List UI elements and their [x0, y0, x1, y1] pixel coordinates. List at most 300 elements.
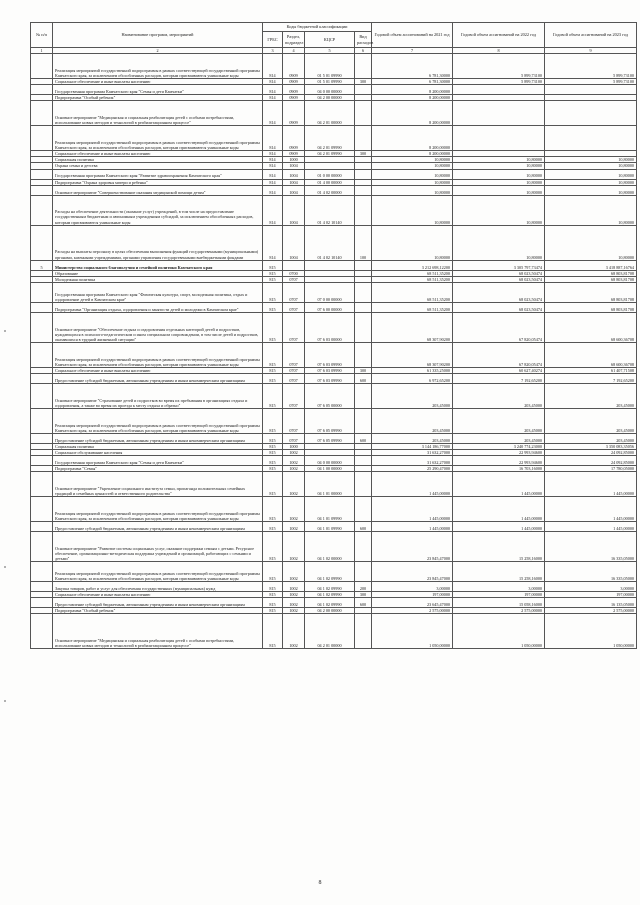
row-amount-2021: 203,45000: [372, 433, 453, 443]
row-name: Образование: [53, 270, 263, 276]
row-amount-2022: 3 305 797,73474: [453, 260, 545, 270]
row-amount-2022: 68 023,50474: [453, 282, 545, 302]
row-amount-2021: 1 445,00000: [372, 472, 453, 497]
row-vr: 300: [355, 79, 372, 85]
row-grbs: 814: [263, 95, 283, 101]
row-amount-2022: 67 820,05474: [453, 312, 545, 342]
row-name: Реализация мероприятий государственной подпрограммы в рамках соответствующей государственной программы Камчатского края, за исключением обособленных расходов, которым присваиваются уникальные коды: [53, 408, 263, 433]
row-name: Социальное обеспечение и иные выплаты населению: [53, 151, 263, 157]
row-section: 1002: [283, 614, 305, 649]
row-section: [283, 260, 305, 270]
row-amount-2022: 68 023,50474: [453, 302, 545, 312]
row-amount-2023: 68 803,81708: [545, 282, 637, 302]
row-ksr: 04 1 02 09990: [305, 562, 355, 582]
row-amount-2023: 24 092,85000: [545, 456, 637, 466]
row-number: [31, 522, 53, 532]
row-number: [31, 312, 53, 342]
row-vr: 600: [355, 433, 372, 443]
row-name: Предоставление субсидий бюджетным, автономным учреждениям и иным некоммерческим организациям: [53, 373, 263, 383]
row-ksr: 04 1 01 00000: [305, 472, 355, 497]
row-name: Подпрограмма "Особый ребенок": [53, 608, 263, 614]
header-no: № п/п: [31, 23, 53, 48]
row-name: Социальное обеспечение и иные выплаты населению: [53, 592, 263, 598]
row-section: 1002: [283, 450, 305, 456]
row-section: 1002: [283, 532, 305, 562]
header-name: Наименование программ, мероприятий: [53, 23, 263, 48]
row-amount-2022: 68 023,50474: [453, 270, 545, 276]
row-ksr: 04 2 01 00000: [305, 101, 355, 126]
row-amount-2023: 68 803,81708: [545, 302, 637, 312]
row-amount-2021: 8 200,00000: [372, 126, 453, 151]
row-vr: [355, 85, 372, 95]
row-amount-2021: 10,80000: [372, 163, 453, 169]
row-grbs: 814: [263, 101, 283, 126]
row-section: 0909: [283, 54, 305, 79]
row-section: 0707: [283, 282, 305, 302]
row-grbs: 815: [263, 282, 283, 302]
table-row: [31, 408, 637, 433]
row-amount-2022: 5 899,73100: [453, 79, 545, 85]
row-amount-2021: 8 200,00000: [372, 151, 453, 157]
row-grbs: 814: [263, 79, 283, 85]
row-section: 1002: [283, 522, 305, 532]
row-amount-2023: 5 899,73100: [545, 54, 637, 79]
row-amount-2022: 2 575,00000: [453, 608, 545, 614]
row-section: 0707: [283, 302, 305, 312]
row-section: 1002: [283, 497, 305, 522]
row-amount-2022: 1 445,00000: [453, 497, 545, 522]
row-grbs: 815: [263, 582, 283, 592]
row-name: Государственная программа Камчатского края "Семья и дети Камчатки": [53, 456, 263, 466]
row-amount-2023: 1 445,00000: [545, 497, 637, 522]
row-name: Подпрограмма "Семья": [53, 466, 263, 472]
row-grbs: 815: [263, 433, 283, 443]
row-grbs: 815: [263, 276, 283, 282]
row-grbs: 814: [263, 185, 283, 195]
row-amount-2023: 61 407,71508: [545, 367, 637, 373]
row-amount-2022: 22 993,94600: [453, 450, 545, 456]
row-grbs: 815: [263, 598, 283, 608]
row-section: 0700: [283, 270, 305, 276]
row-amount-2021: 8 200,00000: [372, 101, 453, 126]
row-amount-2021: 68 511,35200: [372, 270, 453, 276]
row-name: Социальное обслуживание населения: [53, 450, 263, 456]
row-amount-2023: 16 335,05000: [545, 562, 637, 582]
row-number: [31, 342, 53, 367]
row-amount-2022: [453, 126, 545, 151]
row-amount-2022: 203,45000: [453, 433, 545, 443]
row-grbs: 814: [263, 169, 283, 179]
row-name: Предоставление субсидий бюджетным, автономным учреждениям и иным некоммерческим организациям: [53, 598, 263, 608]
row-ksr: 07 6 05 09990: [305, 408, 355, 433]
row-amount-2021: 3 212 698,12200: [372, 260, 453, 270]
row-amount-2021: 6 972,65200: [372, 373, 453, 383]
row-ksr: 04 1 01 09990: [305, 497, 355, 522]
row-section: 1002: [283, 466, 305, 472]
row-amount-2021: 68 307,90200: [372, 312, 453, 342]
row-name: Подпрограмма "Особый ребенок": [53, 95, 263, 101]
table-row: [31, 562, 637, 582]
row-number: [31, 225, 53, 260]
row-name: Расходы на обеспечение деятельности (оказание услуг) учреждений, в том числе на предоставление государственным бюджетным и автономным учреждениям субсидий, за исключением обособленных расходов, которым присваиваются уникальные коды: [53, 195, 263, 225]
budget-allocation-table: [30, 22, 637, 649]
row-ksr: 04 0 00 00000: [305, 85, 355, 95]
row-grbs: 814: [263, 151, 283, 157]
row-amount-2023: 68 600,36708: [545, 312, 637, 342]
row-section: 0707: [283, 373, 305, 383]
table-row: [31, 185, 637, 195]
row-grbs: 814: [263, 157, 283, 163]
row-amount-2022: 197,00000: [453, 592, 545, 598]
row-grbs: 815: [263, 342, 283, 367]
row-number: [31, 433, 53, 443]
row-name: Реализация мероприятий государственной подпрограммы в рамках соответствующей государственной программы Камчатского края, за исключением обособленных расходов, которым присваиваются уникальные коды: [53, 126, 263, 151]
row-section: 1004: [283, 163, 305, 169]
row-amount-2021: 10,80000: [372, 185, 453, 195]
header-vr: Вид расходов: [355, 32, 372, 48]
row-vr: [355, 54, 372, 79]
row-grbs: 815: [263, 562, 283, 582]
row-section: 0707: [283, 367, 305, 373]
row-number: [31, 85, 53, 95]
row-amount-2021: 1 050,00000: [372, 614, 453, 649]
row-grbs: 815: [263, 408, 283, 433]
row-amount-2021: 68 307,90200: [372, 342, 453, 367]
row-name: Государственная программа Камчатского края "Семья и дети Камчатки": [53, 85, 263, 95]
row-amount-2023: 24 092,85000: [545, 450, 637, 456]
row-grbs: 815: [263, 472, 283, 497]
header-2022: Годовой объем ассигнований на 2022 год: [453, 23, 545, 48]
row-amount-2021: 1 445,00000: [372, 497, 453, 522]
row-amount-2021: 2 575,00000: [372, 608, 453, 614]
column-number: 4: [283, 48, 305, 54]
row-amount-2021: 31 632,27000: [372, 456, 453, 466]
row-section: 1002: [283, 598, 305, 608]
row-ksr: 04 1 02 09990: [305, 592, 355, 598]
row-amount-2023: 1 445,00000: [545, 522, 637, 532]
row-vr: 600: [355, 598, 372, 608]
row-amount-2022: 10,80000: [453, 185, 545, 195]
row-amount-2023: [545, 85, 637, 95]
row-grbs: 814: [263, 179, 283, 185]
row-amount-2022: 5 899,73100: [453, 54, 545, 79]
row-grbs: 815: [263, 260, 283, 270]
row-amount-2023: 68 803,81708: [545, 270, 637, 276]
row-ksr: 04 2 01 09990: [305, 151, 355, 157]
row-vr: [355, 497, 372, 522]
row-grbs: 815: [263, 592, 283, 598]
row-number: [31, 101, 53, 126]
table-row: [31, 614, 637, 649]
column-number: 3: [263, 48, 283, 54]
row-amount-2023: 16 135,05000: [545, 598, 637, 608]
row-number: [31, 456, 53, 466]
row-grbs: 815: [263, 608, 283, 614]
table-row: [31, 85, 637, 95]
row-section: 0707: [283, 433, 305, 443]
page-number: 8: [318, 880, 322, 886]
table-row: [31, 472, 637, 497]
column-number: 7: [372, 48, 453, 54]
row-vr: 300: [355, 592, 372, 598]
row-amount-2022: 10,80000: [453, 163, 545, 169]
row-amount-2022: 10,80000: [453, 157, 545, 163]
row-grbs: 815: [263, 522, 283, 532]
column-number: 6: [355, 48, 372, 54]
row-amount-2023: 203,45000: [545, 433, 637, 443]
row-name: Реализация мероприятий государственной подпрограммы в рамках соответствующей государственной программы Камчатского края, за исключением обособленных расходов, которым присваиваются уникальные коды: [53, 562, 263, 582]
row-vr: [355, 383, 372, 408]
row-amount-2021: 23 845,47000: [372, 532, 453, 562]
table-row: [31, 433, 637, 443]
row-name: Государственная программа Камчатского края "Физическая культура, спорт, молодежная политика, отдых и оздоровление детей в Камчатском крае": [53, 282, 263, 302]
row-amount-2023: 10,80000: [545, 157, 637, 163]
row-number: [31, 497, 53, 522]
row-vr: [355, 532, 372, 562]
row-section: 1004: [283, 179, 305, 185]
row-section: 1000: [283, 443, 305, 449]
table-row: [31, 126, 637, 151]
row-name: Социальное обеспечение и иные выплаты населению: [53, 79, 263, 85]
row-ksr: 04 1 02 00000: [305, 532, 355, 562]
row-amount-2022: 15 258,16000: [453, 532, 545, 562]
row-grbs: 815: [263, 532, 283, 562]
row-amount-2022: [453, 101, 545, 126]
row-vr: 300: [355, 151, 372, 157]
row-amount-2021: 6 781,30000: [372, 79, 453, 85]
row-ksr: 04 1 02 09990: [305, 582, 355, 592]
row-ksr: 07 0 00 00000: [305, 282, 355, 302]
row-grbs: 814: [263, 85, 283, 95]
row-name: Основное мероприятие "Медицинская и социальная реабилитация детей с особыми потребностями, использование новых методов и технологий в реабилитационном процессе": [53, 614, 263, 649]
scan-mark: [4, 700, 6, 702]
row-number: [31, 54, 53, 79]
row-grbs: 815: [263, 383, 283, 408]
row-amount-2021: 1 445,00000: [372, 522, 453, 532]
row-amount-2023: 10,80000: [545, 163, 637, 169]
row-amount-2023: 203,45000: [545, 383, 637, 408]
row-vr: [355, 101, 372, 126]
row-section: 0909: [283, 101, 305, 126]
row-section: 0707: [283, 408, 305, 433]
row-number: [31, 582, 53, 592]
row-name: Предоставление субсидий бюджетным, автономным учреждениям и иным некоммерческим организациям: [53, 522, 263, 532]
row-section: 0707: [283, 276, 305, 282]
row-vr: [355, 472, 372, 497]
row-amount-2023: 3,00000: [545, 582, 637, 592]
row-amount-2022: 3,00000: [453, 582, 545, 592]
row-number: [31, 282, 53, 302]
row-vr: 600: [355, 522, 372, 532]
scan-mark: [4, 566, 6, 568]
row-section: 1004: [283, 169, 305, 179]
row-amount-2023: 10,80000: [545, 185, 637, 195]
row-grbs: 814: [263, 225, 283, 260]
row-grbs: 814: [263, 126, 283, 151]
row-amount-2022: 203,45000: [453, 408, 545, 433]
row-amount-2021: 8 200,00000: [372, 95, 453, 101]
row-amount-2022: 7 192,65200: [453, 373, 545, 383]
row-vr: 600: [355, 373, 372, 383]
row-ksr: 07 6 05 00000: [305, 383, 355, 408]
row-amount-2022: 10,80000: [453, 169, 545, 179]
row-ksr: 07 6 03 09990: [305, 373, 355, 383]
row-amount-2023: 10,80000: [545, 195, 637, 225]
header-grbs: ГРБС: [263, 32, 283, 48]
row-amount-2021: 31 632,27000: [372, 450, 453, 456]
row-name: Молодежная политика: [53, 276, 263, 282]
row-number: [31, 598, 53, 608]
row-amount-2022: [453, 85, 545, 95]
row-amount-2022: 203,45000: [453, 383, 545, 408]
row-ksr: 01 4 02 10140: [305, 225, 355, 260]
row-vr: [355, 312, 372, 342]
row-grbs: 814: [263, 54, 283, 79]
row-ksr: 01 4 02 10140: [305, 195, 355, 225]
row-number: [31, 614, 53, 649]
table-row: [31, 342, 637, 367]
row-name: Министерство социального благополучия и семейной политики Камчатского края: [53, 260, 263, 270]
row-ksr: 04 1 02 09990: [305, 598, 355, 608]
row-ksr: 01 4 02 00000: [305, 185, 355, 195]
row-section: 1004: [283, 185, 305, 195]
row-grbs: 815: [263, 466, 283, 472]
row-ksr: 01 4 00 00000: [305, 179, 355, 185]
table-row: [31, 373, 637, 383]
header-2021: Годовой объем ассигнований на 2021 год: [372, 23, 453, 48]
row-amount-2023: 10,80000: [545, 179, 637, 185]
row-number: [31, 373, 53, 383]
row-vr: [355, 342, 372, 367]
row-amount-2022: 1 445,00000: [453, 522, 545, 532]
row-section: 1002: [283, 592, 305, 598]
row-amount-2022: 22 993,94600: [453, 456, 545, 466]
table-row: [31, 260, 637, 270]
row-section: 1002: [283, 456, 305, 466]
row-vr: [355, 169, 372, 179]
table-row: [31, 54, 637, 79]
row-vr: [355, 456, 372, 466]
row-section: 1002: [283, 608, 305, 614]
row-section: 1002: [283, 562, 305, 582]
row-amount-2023: 10,80000: [545, 169, 637, 179]
row-grbs: 815: [263, 270, 283, 276]
row-ksr: 07 6 03 09990: [305, 342, 355, 367]
table-row: [31, 383, 637, 408]
row-section: 1000: [283, 157, 305, 163]
row-amount-2022: 10,80000: [453, 195, 545, 225]
table-row: [31, 312, 637, 342]
row-amount-2023: 203,45000: [545, 408, 637, 433]
row-amount-2022: 10,80000: [453, 225, 545, 260]
row-amount-2021: 61 335,25000: [372, 367, 453, 373]
row-amount-2023: 1 050,00000: [545, 614, 637, 649]
row-amount-2021: 3 144 186,77000: [372, 443, 453, 449]
column-number: 5: [305, 48, 355, 54]
row-amount-2021: 68 511,35200: [372, 302, 453, 312]
row-name: Реализация мероприятий государственной подпрограммы в рамках соответствующей государственной программы Камчатского края, за исключением обособленных расходов, которым присваиваются уникальные коды: [53, 54, 263, 79]
column-number: 2: [53, 48, 263, 54]
table-row: [31, 582, 637, 592]
table-row: [31, 598, 637, 608]
table-row: [31, 456, 637, 466]
row-amount-2023: 197,00000: [545, 592, 637, 598]
row-vr: [355, 408, 372, 433]
row-amount-2021: 68 511,35200: [372, 276, 453, 282]
table-row: [31, 101, 637, 126]
row-ksr: 04 2 00 00000: [305, 95, 355, 101]
table-row: [31, 282, 637, 302]
row-number: [31, 185, 53, 195]
table-row: [31, 522, 637, 532]
row-section: 0707: [283, 383, 305, 408]
row-amount-2022: 1 050,00000: [453, 614, 545, 649]
row-section: 0909: [283, 85, 305, 95]
row-ksr: 07 6 03 00000: [305, 312, 355, 342]
row-grbs: 815: [263, 312, 283, 342]
row-number: [31, 383, 53, 408]
row-section: 1002: [283, 472, 305, 497]
row-grbs: 815: [263, 367, 283, 373]
row-amount-2021: 68 511,35200: [372, 282, 453, 302]
row-amount-2023: [545, 126, 637, 151]
row-name: Охрана семьи и детства: [53, 163, 263, 169]
row-amount-2021: 8 200,00000: [372, 85, 453, 95]
row-amount-2022: 10,80000: [453, 179, 545, 185]
row-name: Подпрограмма "Организация отдыха, оздоровления и занятости детей и молодежи в Камчатском крае": [53, 302, 263, 312]
header-2023: Годовой объем ассигнований на 2023 год: [545, 23, 637, 48]
table-row: [31, 225, 637, 260]
row-amount-2021: 10,80000: [372, 179, 453, 185]
row-amount-2023: 7 192,65200: [545, 373, 637, 383]
row-vr: [355, 282, 372, 302]
row-amount-2021: 197,00000: [372, 592, 453, 598]
table-row: [31, 195, 637, 225]
row-grbs: 815: [263, 443, 283, 449]
row-amount-2022: 68 023,50474: [453, 276, 545, 282]
row-amount-2022: 67 820,05474: [453, 342, 545, 367]
column-number: 1: [31, 48, 53, 54]
row-number: [31, 472, 53, 497]
row-section: 1004: [283, 225, 305, 260]
column-number: 9: [545, 48, 637, 54]
row-number: [31, 126, 53, 151]
row-section: 0909: [283, 95, 305, 101]
row-ksr: 07 6 03 09990: [305, 367, 355, 373]
row-amount-2021: 23 845,47000: [372, 562, 453, 582]
row-ksr: 01 5 01 09990: [305, 79, 355, 85]
table-row: [31, 302, 637, 312]
row-amount-2022: 1 445,00000: [453, 472, 545, 497]
row-amount-2023: 3 418 887,16764: [545, 260, 637, 270]
row-ksr: 04 0 00 00000: [305, 456, 355, 466]
row-name: Социальное обеспечение и иные выплаты населению: [53, 367, 263, 373]
row-amount-2021: 10,80000: [372, 195, 453, 225]
row-amount-2023: 1 445,00000: [545, 472, 637, 497]
row-vr: [355, 185, 372, 195]
scan-mark: [4, 330, 6, 332]
row-number: [31, 532, 53, 562]
row-vr: [355, 562, 372, 582]
row-section: 0707: [283, 312, 305, 342]
row-grbs: 815: [263, 614, 283, 649]
column-number: 8: [453, 48, 545, 54]
row-amount-2023: 68 600,36708: [545, 342, 637, 367]
row-amount-2023: 3 350 083,35056: [545, 443, 637, 449]
row-number: [31, 408, 53, 433]
row-amount-2022: 15 258,16000: [453, 562, 545, 582]
row-name: Реализация мероприятий государственной подпрограммы в рамках соответствующей государственной программы Камчатского края, за исключением обособленных расходов, которым присваиваются уникальные коды: [53, 342, 263, 367]
